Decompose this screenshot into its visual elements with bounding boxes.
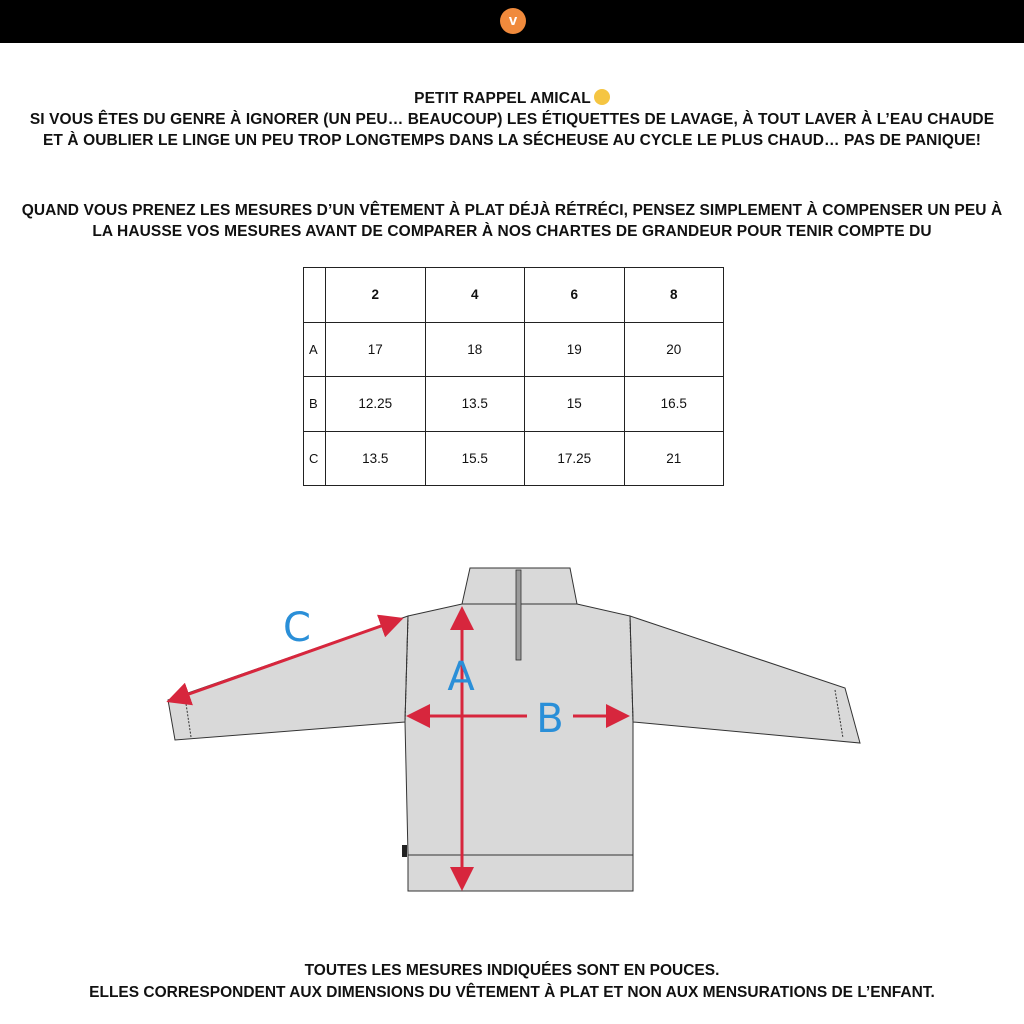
table-header-row: [304, 268, 724, 323]
garment-diagram: [0, 540, 1024, 910]
measurement-row-label: C: [304, 431, 326, 486]
footer-line-2: ELLES CORRESPONDENT AUX DIMENSIONS DU VÊTEMENT À PLAT ET NON AUX MENSURATIONS DE L’ENFANT.: [89, 984, 935, 1001]
notice-paragraph-1: SI VOUS ÊTES DU GENRE À IGNORER (UN PEU… BEAUCOUP) LES ÉTIQUETTES DE LAVAGE, À TOUT LAVER À L’EAU CHAUDE ET À OUBLIER LE LINGE UN PEU TROP LONGTEMPS DANS LA SÉCHEUSE AU CYCLE LE PLUS CHAUD… PAS DE PANIQUE!: [29, 111, 995, 149]
brand-logo: v: [500, 8, 526, 34]
right-sleeve: [630, 616, 860, 743]
table-row: [304, 322, 724, 377]
label-a: A: [447, 654, 475, 700]
table-row: [304, 377, 724, 432]
waistband: [408, 855, 633, 891]
table-row: [304, 431, 724, 486]
size-column-header: 6: [525, 268, 625, 323]
measurement-cell: 17: [326, 322, 426, 377]
table-corner-cell: [304, 268, 326, 323]
measurement-cell: 15: [525, 377, 625, 432]
top-bar: [0, 0, 1024, 43]
measurement-row-label: B: [304, 377, 326, 432]
label-b: B: [536, 696, 564, 742]
measurement-cell: 15.5: [425, 431, 525, 486]
measurement-cell: 20: [624, 322, 724, 377]
measurement-cell: 12.25: [326, 377, 426, 432]
label-c: C: [283, 605, 311, 651]
size-column-header: 4: [425, 268, 525, 323]
footer-line-1: TOUTES LES MESURES INDIQUÉES SONT EN POUCES.: [304, 962, 720, 979]
wink-emoji-icon: [594, 89, 610, 105]
measurement-cell: 13.5: [425, 377, 525, 432]
measurement-row-label: A: [304, 322, 326, 377]
notice-paragraph-2: QUAND VOUS PRENEZ LES MESURES D’UN VÊTEMENT À PLAT DÉJÀ RÉTRÉCI, PENSEZ SIMPLEMENT À COMPENSER UN PEU À LA HAUSSE VOS MESURES AVANT DE COMPARER À NOS CHARTES DE GRANDEUR POUR TENIR COMPTE DU: [21, 202, 1003, 240]
measurement-cell: 17.25: [525, 431, 625, 486]
measurement-cell: 19: [525, 322, 625, 377]
notice-title: PETIT RAPPEL AMICAL: [414, 90, 591, 107]
measurement-cell: 18: [425, 322, 525, 377]
size-chart-table: [303, 267, 724, 486]
zipper: [516, 570, 521, 660]
notice-block-1: [20, 88, 1004, 151]
size-column-header: 8: [624, 268, 724, 323]
measurement-cell: 13.5: [326, 431, 426, 486]
side-tag: [402, 845, 407, 857]
measurement-cell: 16.5: [624, 377, 724, 432]
size-column-header: 2: [326, 268, 426, 323]
measurement-cell: 21: [624, 431, 724, 486]
